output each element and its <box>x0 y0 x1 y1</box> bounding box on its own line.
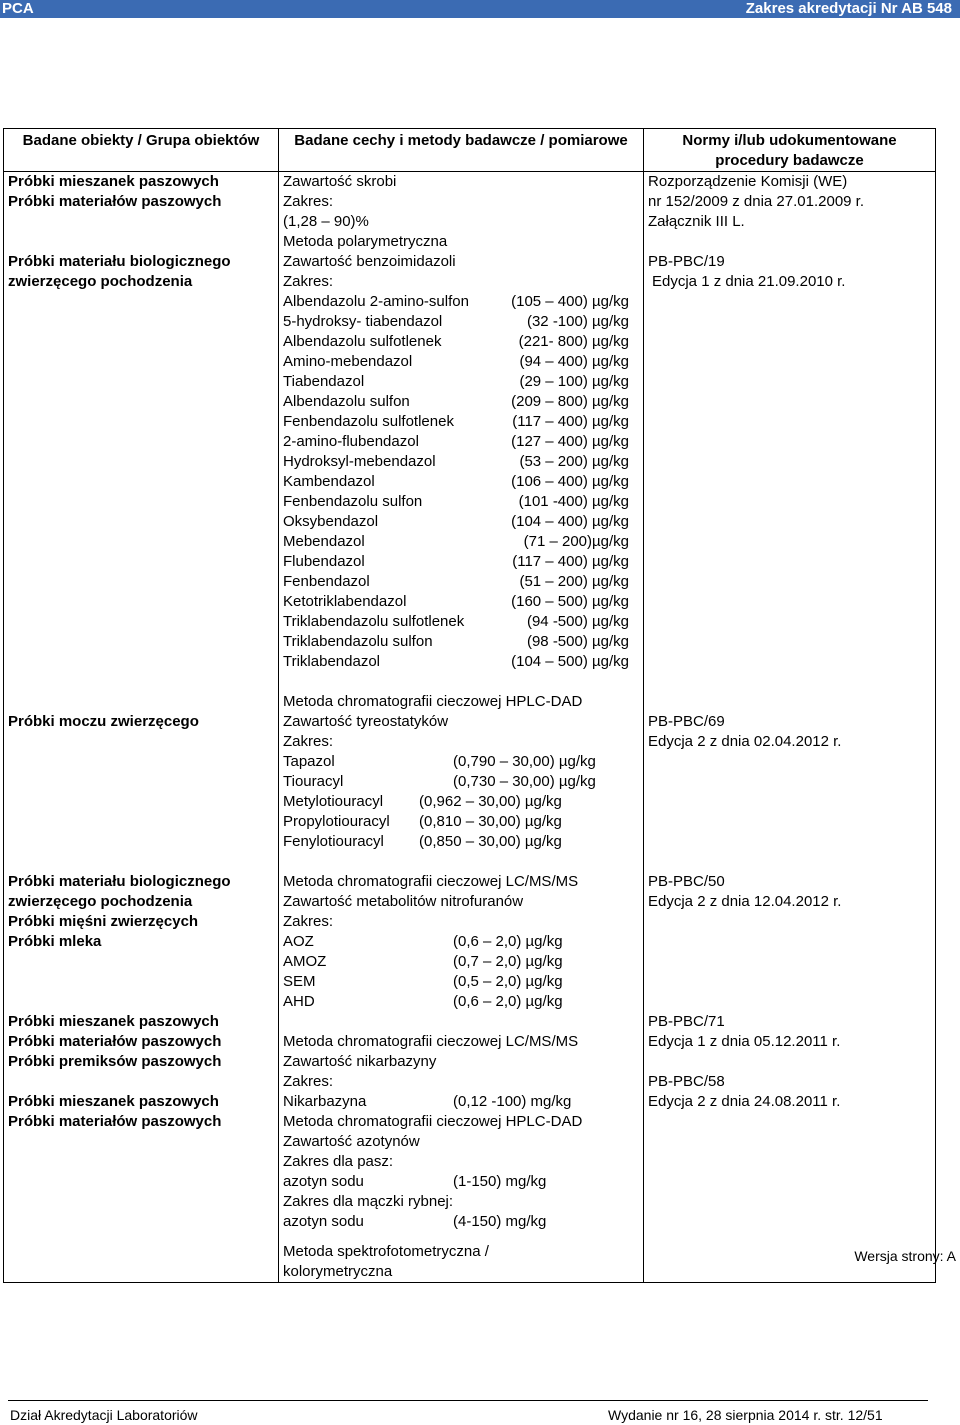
page-version: Wersja strony: A <box>854 1248 956 1264</box>
norm-text: PB-PBC/50 <box>648 873 725 890</box>
list-item: azotyn sodu (1-150) mg/kg <box>283 1173 547 1190</box>
list-item: Flubendazol (117 – 400) µg/kg <box>283 553 629 570</box>
object-label: Próbki materiałów paszowych <box>8 193 222 210</box>
list-item: Oksybendazol (104 – 400) µg/kg <box>283 513 629 530</box>
method-name: Metoda chromatografii cieczowej HPLC-DAD <box>283 693 583 710</box>
norm-text: PB-PBC/19 <box>648 253 725 270</box>
list-item: Hydroksyl-mebendazol (53 – 200) µg/kg <box>283 453 629 470</box>
header-right: Zakres akredytacji Nr AB 548 <box>745 0 952 17</box>
norm-text: PB-PBC/71 <box>648 1013 725 1030</box>
norm-text: Edycja 1 z dnia 05.12.2011 r. <box>648 1033 841 1050</box>
list-item: Tiabendazol (29 – 100) µg/kg <box>283 373 629 390</box>
method-name: Metoda chromatografii cieczowej HPLC-DAD <box>283 1113 583 1130</box>
list-item: Triklabendazolu sulfotlenek (94 -500) µg/kg <box>283 613 629 630</box>
footer-right: Wydanie nr 16, 28 sierpnia 2014 r. str. 12/51 <box>608 1407 883 1423</box>
norm-text: PB-PBC/69 <box>648 713 725 730</box>
norm-text: Edycja 2 z dnia 24.08.2011 r. <box>648 1093 841 1110</box>
list-item: Triklabendazol (104 – 500) µg/kg <box>283 653 629 670</box>
object-label: Próbki moczu zwierzęcego <box>8 713 199 730</box>
object-label: zwierzęcego pochodzenia <box>8 893 193 910</box>
range-label: Zakres dla mączki rybnej: <box>283 1193 454 1210</box>
range-label: Zakres: <box>283 1073 334 1090</box>
list-item: 5-hydroksy- tiabendazol (32 -100) µg/kg <box>283 313 629 330</box>
object-label: Próbki materiałów paszowych <box>8 1113 222 1130</box>
accreditation-table <box>3 128 936 1283</box>
list-item: AHD (0,6 – 2,0) µg/kg <box>283 993 563 1010</box>
list-item: Nikarbazyna (0,12 -100) mg/kg <box>283 1093 572 1110</box>
range-label: Zakres: <box>283 273 334 290</box>
norms-cell <box>644 172 936 1283</box>
feature-title: Zawartość benzoimidazoli <box>283 253 456 270</box>
norm-text: nr 152/2009 z dnia 27.01.2009 r. <box>648 193 865 210</box>
list-item: Fenbendazol (51 – 200) µg/kg <box>283 573 629 590</box>
list-item: Ketotriklabendazol (160 – 500) µg/kg <box>283 593 629 610</box>
norm-text: Edycja 2 z dnia 02.04.2012 r. <box>648 733 842 750</box>
range-label: Zakres: <box>283 913 334 930</box>
feature-title: Zawartość tyreostatyków <box>283 713 449 730</box>
table-row <box>4 172 936 1283</box>
list-item: Albendazolu 2-amino-sulfon (105 – 400) µg/kg <box>283 293 629 310</box>
range-value: (1,28 – 90)% <box>283 213 369 230</box>
range-label: Zakres: <box>283 733 334 750</box>
range-label: Zakres: <box>283 193 334 210</box>
header-bar <box>0 0 960 18</box>
objects-cell <box>4 172 279 1283</box>
feature-title: Zawartość skrobi <box>283 173 397 190</box>
object-label: Próbki materiału biologicznego <box>8 873 231 890</box>
method-name: Metoda polarymetryczna <box>283 233 448 250</box>
list-item: Metylotiouracyl (0,962 – 30,00) µg/kg <box>283 793 562 810</box>
list-item: Tapazol (0,790 – 30,00) µg/kg <box>283 753 596 770</box>
list-item: SEM (0,5 – 2,0) µg/kg <box>283 973 563 990</box>
header-left: PCA <box>2 0 34 17</box>
list-item: Fenylotiouracyl (0,850 – 30,00) µg/kg <box>283 833 562 850</box>
header-objects: Badane obiekty / Grupa obiektów <box>4 129 279 172</box>
list-item: Tiouracyl (0,730 – 30,00) µg/kg <box>283 773 596 790</box>
norm-text: Edycja 1 z dnia 21.09.2010 r. <box>652 273 846 290</box>
list-item: AOZ (0,6 – 2,0) µg/kg <box>283 933 563 950</box>
norm-text: Rozporządzenie Komisji (WE) <box>648 173 848 190</box>
list-item: Triklabendazolu sulfon (98 -500) µg/kg <box>283 633 629 650</box>
header-norms: Normy i/lub udokumentowane procedury badawcze <box>644 129 936 172</box>
header-methods: Badane cechy i metody badawcze / pomiarowe <box>279 129 644 172</box>
list-item: Fenbendazolu sulfotlenek (117 – 400) µg/kg <box>283 413 629 430</box>
list-item: azotyn sodu (4-150) mg/kg <box>283 1213 547 1230</box>
object-label: zwierzęcego pochodzenia <box>8 273 193 290</box>
list-item: Amino-mebendazol (94 – 400) µg/kg <box>283 353 629 370</box>
methods-cell <box>279 172 644 1283</box>
analyte-list <box>283 292 639 672</box>
footer-divider <box>8 1400 928 1401</box>
list-item: 2-amino-flubendazol (127 – 400) µg/kg <box>283 433 629 450</box>
object-label: Próbki mieszanek paszowych <box>8 1093 219 1110</box>
range-label: Zakres dla pasz: <box>283 1153 394 1170</box>
norm-text: PB-PBC/58 <box>648 1073 725 1090</box>
object-label: Próbki mieszanek paszowych <box>8 173 219 190</box>
list-item: Albendazolu sulfon (209 – 800) µg/kg <box>283 393 629 410</box>
object-label: Próbki mieszanek paszowych <box>8 1013 219 1030</box>
method-name: kolorymetryczna <box>283 1263 393 1280</box>
norm-text: Załącznik III L. <box>648 213 745 230</box>
method-name: Metoda chromatografii cieczowej LC/MS/MS <box>283 873 579 890</box>
list-item: Mebendazol (71 – 200)µg/kg <box>283 533 629 550</box>
method-name: Metoda spektrofotometryczna / <box>283 1243 489 1260</box>
feature-title: Zawartość azotynów <box>283 1133 420 1150</box>
list-item: Fenbendazolu sulfon (101 -400) µg/kg <box>283 493 629 510</box>
list-item: Propylotiouracyl (0,810 – 30,00) µg/kg <box>283 813 562 830</box>
object-label: Próbki premiksów paszowych <box>8 1053 222 1070</box>
object-label: Próbki materiałów paszowych <box>8 1033 222 1050</box>
table-header-row <box>4 129 936 172</box>
object-label: Próbki mleka <box>8 933 102 950</box>
feature-title: Zawartość nikarbazyny <box>283 1053 437 1070</box>
feature-title: Zawartość metabolitów nitrofuranów <box>283 893 524 910</box>
object-label: Próbki materiału biologicznego <box>8 253 231 270</box>
method-name: Metoda chromatografii cieczowej LC/MS/MS <box>283 1033 579 1050</box>
norm-text: Edycja 2 z dnia 12.04.2012 r. <box>648 893 842 910</box>
list-item: AMOZ (0,7 – 2,0) µg/kg <box>283 953 563 970</box>
object-label: Próbki mięśni zwierzęcych <box>8 913 199 930</box>
list-item: Albendazolu sulfotlenek (221- 800) µg/kg <box>283 333 629 350</box>
footer-left: Dział Akredytacji Laboratoriów <box>10 1407 198 1423</box>
list-item: Kambendazol (106 – 400) µg/kg <box>283 473 629 490</box>
